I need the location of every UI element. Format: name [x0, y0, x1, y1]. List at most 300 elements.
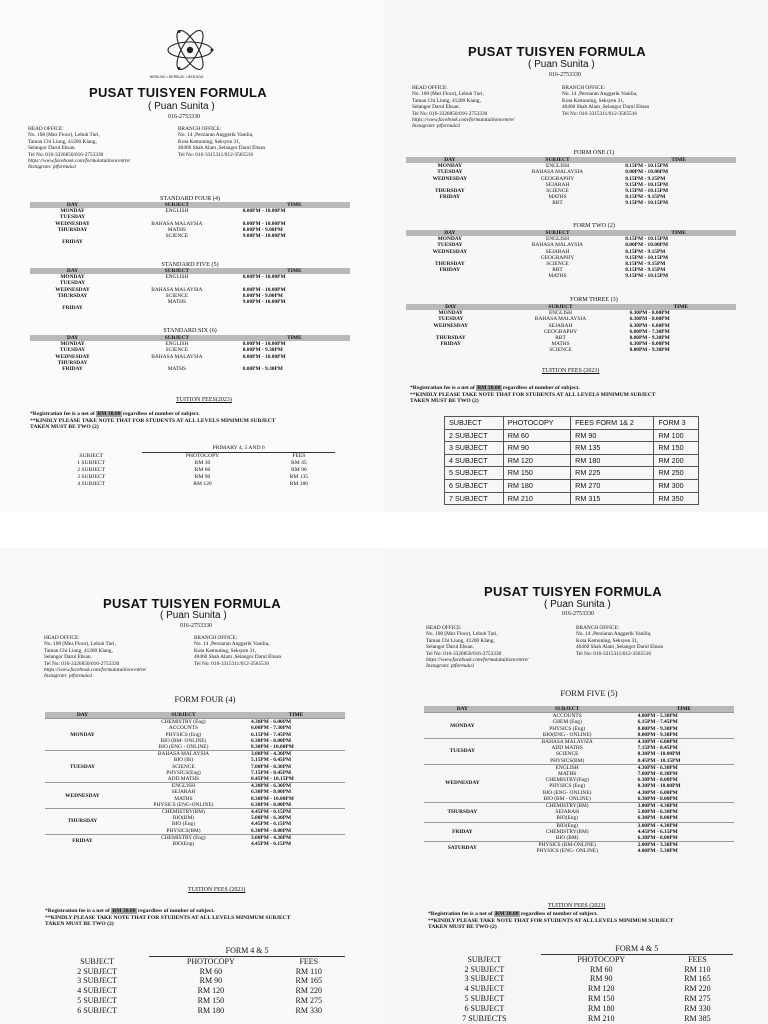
- time-cell: 8.00PM - 9.30PM: [637, 725, 678, 732]
- day-cell: THURSDAY: [45, 809, 120, 835]
- page-title: PUSAT TUISYEN FORMULA: [484, 584, 662, 599]
- subject-cell: BIO (ENG - ONLINE): [158, 744, 209, 751]
- table-row: [45, 719, 345, 726]
- subject-cell: MATHS: [548, 194, 567, 201]
- time-cell: 8.15PM - 9.15PM: [625, 175, 666, 182]
- subject-cell: SEJARAH: [545, 181, 570, 188]
- day-cell: TUESDAY: [59, 347, 86, 354]
- subject-cell: ENGLISH: [545, 163, 569, 170]
- subject-cell: ENGLISH: [548, 310, 573, 317]
- fees-cell: 3 SUBJECT: [445, 442, 504, 455]
- flyer-form-1-3: [384, 0, 768, 512]
- fees-header-cell: SUBJECT: [445, 417, 504, 430]
- day-cell: FRIDAY: [62, 305, 83, 312]
- fees-cell: RM 90: [194, 474, 211, 480]
- time-cell: 5.15PM - 6.45PM: [251, 757, 292, 764]
- fees-cell: RM 220: [684, 984, 711, 994]
- header-time: TIME: [239, 202, 350, 208]
- page-subtitle: ( Puan Sunita ): [160, 610, 227, 621]
- table-row: [45, 1006, 345, 1016]
- table-row: [428, 974, 733, 984]
- table-row: [428, 965, 733, 975]
- fees-heading: TUITION FEES(2023): [176, 397, 232, 403]
- day-cell: MONDAY: [437, 163, 463, 170]
- fees-heading: TUITION FEES (2023): [542, 368, 600, 374]
- subject-cell: SCIENCE: [172, 763, 195, 770]
- day-cell: TUESDAY: [437, 242, 463, 249]
- fees-cell: 4 SUBJECT: [464, 984, 505, 994]
- subject-cell: MATHS: [167, 226, 187, 233]
- day-cell: [406, 347, 495, 353]
- day-cell: THURSDAY: [434, 261, 465, 268]
- day-cell: WEDNESDAY: [55, 286, 90, 293]
- time-cell: 8.45PM - 10.15PM: [637, 757, 681, 764]
- fees-cell: 4 SUBJECT: [445, 454, 504, 467]
- page-subtitle: ( Puan Sunita ): [148, 101, 215, 112]
- fees-cell: RM 210: [588, 1013, 615, 1023]
- time-cell: 8.15PM - 9.15PM: [625, 194, 666, 201]
- time-cell: 8.00PM - 9.00PM: [242, 226, 283, 233]
- table-row: [424, 739, 734, 746]
- time-cell: 4.30PM - 6.00PM: [634, 739, 734, 746]
- fees-cell: RM 180: [588, 1003, 615, 1013]
- table-header-row: [40, 453, 335, 461]
- time-cell: 8.00PM - 10.00PM: [242, 286, 286, 293]
- page-title: PUSAT TUISYEN FORMULA: [103, 596, 281, 611]
- day-cell: MONDAY: [45, 719, 120, 751]
- f3-schedule-table: [406, 304, 736, 354]
- fees-header-cell: SUBJECT: [467, 954, 502, 964]
- subject-cell: ACCOUNTS: [168, 725, 198, 732]
- time-cell: 6.30PM - 8.00PM: [629, 310, 670, 317]
- time-cell: 9.15PM - 10.15PM: [625, 273, 669, 280]
- subject-cell: ENGLISH: [120, 783, 247, 790]
- table-row: [45, 967, 345, 977]
- subject-cell: PHYSICS (BM-ONLINE): [501, 842, 634, 849]
- table-row: [40, 467, 335, 474]
- time-cell: 4.00PM - 5.30PM: [637, 848, 678, 855]
- table-row: [45, 783, 345, 790]
- subject-cell: PHYSICS(BM): [550, 757, 585, 764]
- fees-header-cell: PHOTOCOPY: [503, 417, 570, 430]
- time-cell: 5.00PM - 6.30PM: [637, 809, 678, 816]
- subject-cell: ENGLISH: [165, 274, 189, 281]
- header-time: TIME: [626, 304, 736, 310]
- header-subject: SUBJECT: [501, 706, 634, 713]
- subject-cell: BIO (Bi): [173, 757, 194, 764]
- fees-cell: RM 90: [290, 467, 307, 473]
- fees-cell: RM 180: [571, 454, 654, 467]
- subject-cell: SEJARAH: [548, 322, 573, 329]
- time-cell: 9.15PM - 10.15PM: [625, 254, 669, 261]
- time-cell: 8.00PM - 10.00PM: [242, 208, 286, 215]
- std6-schedule-table: [30, 335, 350, 372]
- page-title: PUSAT TUISYEN FORMULA: [468, 44, 646, 59]
- header-day: DAY: [45, 712, 120, 719]
- time-cell: 9.00PM - 10.00PM: [242, 299, 286, 306]
- fees-cell: RM 45: [290, 460, 307, 466]
- header-day: DAY: [406, 230, 494, 236]
- header-day: DAY: [30, 335, 115, 341]
- table-row: [45, 976, 345, 986]
- day-cell: TUESDAY: [437, 169, 463, 176]
- time-cell: 7.15PM - 8.45PM: [251, 769, 292, 776]
- subject-cell: SCIENCE: [546, 261, 569, 268]
- fees-cell: RM 275: [684, 993, 711, 1003]
- table-header-row: [424, 706, 734, 713]
- time-cell: 4.45PM - 6.15PM: [247, 809, 345, 816]
- subject-cell: BAHASA MALAYSIA: [151, 353, 203, 360]
- time-cell: 8.15PM - 9.15PM: [625, 261, 666, 268]
- table-row: [45, 986, 345, 996]
- header-day: DAY: [424, 706, 501, 713]
- time-cell: 7.00PM - 8.30PM: [637, 771, 678, 778]
- f2-schedule-table: [406, 230, 736, 280]
- time-cell: 6.30PM - 8.00PM: [637, 795, 678, 802]
- day-cell: TUESDAY: [59, 280, 86, 287]
- fees-cell: RM 110: [295, 966, 322, 976]
- day-cell: WEDNESDAY: [432, 175, 468, 182]
- fees-cell: RM 135: [571, 442, 654, 455]
- time-cell: 8.30PM - 10.00PM: [251, 795, 294, 802]
- flyer-primary: [0, 0, 384, 512]
- table-row: [45, 996, 345, 1006]
- table-row: [428, 984, 733, 994]
- time-cell: 9.15PM - 10.15PM: [625, 181, 669, 188]
- time-cell: 2.00PM - 3.30PM: [634, 842, 734, 849]
- header-time: TIME: [239, 268, 350, 274]
- header-time: TIME: [634, 706, 734, 713]
- fees-cell: RM 330: [295, 1005, 322, 1015]
- subject-cell: MATHS: [558, 771, 577, 778]
- f5-title: FORM FIVE (5): [560, 688, 618, 698]
- header-time: TIME: [247, 712, 345, 719]
- time-cell: 6.30PM - 8.00PM: [251, 737, 292, 744]
- header-subject: SUBJECT: [115, 268, 239, 274]
- time-cell: 8.00PM - 10.00PM: [242, 220, 286, 227]
- table-row: [40, 481, 335, 488]
- time-cell: 8.00PM - 9.00PM: [242, 292, 283, 299]
- fees-cell: 3 SUBJECT: [464, 974, 505, 984]
- fees-heading: TUITION FEES (2023): [548, 903, 606, 909]
- subject-cell: BIO(Eng): [172, 841, 195, 848]
- fees-heading: TUITION FEES (2023): [188, 887, 246, 893]
- time-cell: 6.15PM - 7.45PM: [637, 719, 678, 726]
- header-subject: SUBJECT: [495, 304, 625, 310]
- day-cell: TUESDAY: [438, 316, 464, 323]
- fees-cell: RM 210: [503, 492, 570, 505]
- subject-cell: BAHASA MALAYSIA: [531, 169, 584, 176]
- header-subject: SUBJECT: [115, 335, 239, 341]
- time-cell: 6.30PM - 8.00PM: [629, 316, 670, 323]
- time-cell: 3.00PM - 4.30PM: [247, 751, 345, 758]
- branch-office-address: BRANCH OFFICE: No. 14 ,Persiaran Anggerik Vanilia, Kota Kemuning, Seksyen 31, 40460 Shah Alam ,Selangor Darul Ehsan Tel No: 016-3315311/012-3565516: [562, 85, 650, 117]
- header-subject: SUBJECT: [494, 230, 622, 236]
- header-time: TIME: [621, 157, 736, 163]
- blank-cell: [45, 946, 149, 956]
- fees-group-row: [45, 946, 345, 956]
- page-separator: [0, 512, 768, 548]
- fees-header-cell: PHOTOCOPY: [185, 453, 220, 459]
- subject-cell: GEOGRAPHY: [543, 328, 578, 335]
- registration-note: *Registration fee is a net of RM 30.00 regardless of number of subject. **KINDLY PLEASE TAKE NOTE THAT FOR STUDENTS AT ALL LEVELS MINIMUM SUBJECT TAKEN MUST BE TWO (2): [410, 385, 656, 405]
- fees-cell: RM 60: [194, 467, 211, 473]
- table-row: [428, 1004, 733, 1014]
- phone-number: 016-2753330: [549, 72, 581, 78]
- fees-group-header: FORM 4 & 5: [541, 944, 733, 954]
- time-cell: 4.45PM - 6.15PM: [637, 828, 678, 835]
- subject-cell: BAHASA MALAYSIA: [501, 739, 634, 746]
- fees-cell: 2 SUBJECT: [445, 429, 504, 442]
- header-day: DAY: [406, 304, 495, 310]
- time-cell: 6.30PM - 6.00PM: [629, 322, 670, 329]
- fees-cell: RM 150: [654, 442, 699, 455]
- subject-cell: ACCOUNTS: [501, 713, 634, 720]
- time-cell: 4.45PM - 6.15PM: [251, 841, 292, 848]
- day-cell: TUESDAY: [424, 739, 501, 765]
- fees-cell: RM 90: [503, 442, 570, 455]
- subject-cell: ADD MATHS: [167, 776, 200, 783]
- phone-number: 016-2753330: [562, 611, 594, 617]
- subject-cell: ENGLISH: [545, 236, 569, 243]
- subject-cell: BAHASA MALAYSIA: [151, 286, 203, 293]
- table-row: [406, 273, 736, 279]
- table-row: [406, 200, 736, 206]
- time-cell: 9.00PM - 10.00PM: [242, 233, 286, 240]
- subject-cell: CHEMISTRY(BM): [120, 809, 247, 816]
- table-row: [30, 366, 350, 372]
- time-cell: 8.15PM - 9.15PM: [625, 267, 666, 274]
- table-row: [45, 809, 345, 816]
- table-header-row: [428, 954, 733, 964]
- fees-cell: 5 SUBJECT: [464, 993, 505, 1003]
- table-row: [445, 442, 699, 455]
- time-cell: 8.00PM - 9.30PM: [242, 347, 283, 354]
- subject-cell: BIO (ENG- ONLINE): [542, 789, 592, 796]
- std5-title: STANDARD FIVE (5): [161, 261, 219, 268]
- time-cell: 4.30PM - 6.00PM: [247, 719, 345, 726]
- header-day: DAY: [30, 202, 115, 208]
- time-cell: 9.15PM - 10.15PM: [625, 200, 669, 207]
- table-row: [424, 822, 734, 829]
- form4-fees-table: [45, 946, 345, 1016]
- day-cell: WEDNESDAY: [55, 353, 90, 360]
- fees-cell: 6 SUBJECT: [77, 1005, 117, 1015]
- fees-cell: RM 180: [289, 481, 309, 487]
- day-cell: MONDAY: [438, 310, 463, 317]
- table-row: [428, 994, 733, 1004]
- fees-cell: RM 270: [571, 479, 654, 492]
- day-cell: SATURDAY: [424, 842, 501, 855]
- subject-cell: ENGLISH: [501, 764, 634, 771]
- fees-cell: RM 385: [684, 1013, 711, 1023]
- time-cell: 3.00PM - 4.30PM: [634, 822, 734, 829]
- fees-header-cell: FEES: [688, 954, 707, 964]
- day-cell: MONDAY: [60, 341, 85, 348]
- fees-header-cell: FEES FORM 1& 2: [571, 417, 654, 430]
- fees-cell: 3 SUBJECT: [77, 976, 117, 986]
- day-cell: WEDNESDAY: [433, 322, 468, 329]
- day-cell: FRIDAY: [45, 834, 120, 847]
- fees-cell: RM 30: [194, 460, 211, 466]
- time-cell: 6.30PM - 8.00PM: [629, 341, 670, 348]
- header-subject: SUBJECT: [120, 712, 247, 719]
- subject-cell: BIO(Eng): [501, 822, 634, 829]
- std5-schedule-table: [30, 268, 350, 311]
- time-cell: 8.00PM - 9.30PM: [242, 366, 283, 373]
- subject-cell: MATHS: [167, 366, 187, 373]
- phone-number: 016-2753330: [180, 623, 212, 629]
- fees-cell: 4 SUBJECT: [77, 986, 117, 996]
- subject-cell: CHEMISTRY(BM): [545, 828, 589, 835]
- table-header-row: [445, 417, 699, 430]
- f3-title: FORM THREE (3): [570, 296, 618, 303]
- day-cell: FRIDAY: [439, 267, 461, 274]
- fees-cell: RM 120: [197, 986, 225, 996]
- fees-header-cell: SUBJECT: [80, 956, 114, 966]
- time-cell: 8.00PM - 10.00PM: [625, 242, 669, 249]
- f2-title: FORM TWO (2): [573, 222, 615, 229]
- subject-cell: BAHASA MALAYSIA: [534, 316, 587, 323]
- fees-cell: RM 110: [684, 964, 711, 974]
- time-cell: 8.00PM - 10.00PM: [625, 169, 669, 176]
- day-cell: THURSDAY: [57, 226, 88, 233]
- fees-cell: RM 350: [654, 492, 699, 505]
- table-row: [445, 467, 699, 480]
- subject-cell: PHYSICS (ENG- ONLINE): [536, 848, 598, 855]
- branch-office-address: BRANCH OFFICE: No. 14 ,Persiaran Anggerik Vanilia, Kota Kemuning, Seksyen 31, 40460 Shah Alam ,Selangor Darul Ehsan Tel No: 016-3315311/012-3565516: [194, 635, 282, 667]
- time-cell: 8.00PM - 9.30PM: [629, 335, 670, 342]
- time-cell: 8.30PM - 10.00PM: [251, 744, 294, 751]
- secondary-fees-table: [444, 416, 699, 505]
- time-cell: 6.30PM - 8.00PM: [637, 777, 678, 784]
- fees-cell: RM 135: [289, 474, 309, 480]
- subject-cell: ENGLISH: [165, 341, 189, 348]
- fees-cell: RM 60: [503, 429, 570, 442]
- subject-cell: MATHS: [548, 273, 567, 280]
- header-subject: SUBJECT: [115, 202, 239, 208]
- subject-cell: PHYSICS (Eng): [549, 783, 586, 790]
- subject-cell: MATHS: [551, 341, 570, 348]
- table-header-row: [45, 712, 345, 719]
- fees-cell: 4 SUBJECT: [77, 481, 106, 487]
- time-cell: 7.00PM - 8.30PM: [251, 763, 292, 770]
- table-row: [45, 751, 345, 758]
- fees-cell: RM 90: [199, 976, 223, 986]
- time-cell: 8.00PM - 9.30PM: [629, 347, 670, 354]
- subject-cell: SCIENCE: [165, 347, 189, 354]
- day-cell: WEDNESDAY: [45, 783, 120, 809]
- day-cell: TUESDAY: [59, 214, 86, 221]
- subject-cell: PHYSICS (Eng): [165, 731, 202, 738]
- fees-cell: RM 60: [590, 964, 613, 974]
- fees-cell: RM 180: [197, 1005, 225, 1015]
- day-cell: WEDNESDAY: [424, 764, 501, 802]
- subject-cell: BAHASA MALAYSIA: [120, 751, 247, 758]
- time-cell: 8.00PM - 10.00PM: [242, 274, 286, 281]
- day-cell: THURSDAY: [57, 292, 88, 299]
- fees-cell: RM 120: [588, 984, 615, 994]
- day-cell: WEDNESDAY: [55, 220, 90, 227]
- fees-cell: 6 SUBJECT: [464, 1003, 505, 1013]
- time-cell: 5.00PM - 6.30PM: [251, 815, 292, 822]
- time-cell: 6.00PM - 7.30PM: [251, 725, 292, 732]
- day-cell: FRIDAY: [439, 194, 461, 201]
- head-office-address: HEAD OFFICE: No. 108 (Mez Floor), Lebuh Turi, Taman Chi Liung, 41200 Klang, Selangor Darul Ehsan. Tel No: 016-3326850/016-2753330 https://www.facebook.com/formulatuitioncentre/ Instagram: ptformula1: [28, 126, 131, 171]
- subject-cell: PHYSICS (ENG-ONLINE): [153, 801, 214, 808]
- subject-cell: CHEMISTRY (Eng): [120, 834, 247, 841]
- time-cell: 8.45PM - 10.15PM: [251, 776, 294, 783]
- subject-cell: SCIENCE: [549, 347, 572, 354]
- form5-fees-table: [428, 944, 733, 1023]
- header-subject: SUBJECT: [494, 157, 622, 163]
- table-row: [30, 305, 350, 311]
- subject-cell: BIO(ENG - ONLINE): [542, 731, 592, 738]
- subject-cell: ADD MATHS: [551, 745, 583, 752]
- primary-fees-table: [40, 445, 335, 488]
- header-day: DAY: [30, 268, 115, 274]
- fees-header-cell: FEES: [292, 453, 306, 459]
- std4-schedule-table: [30, 202, 350, 245]
- time-cell: 8.30PM - 10.00PM: [637, 783, 681, 790]
- page-subtitle: ( Puan Sunita ): [544, 599, 611, 610]
- subject-cell: BIO(Eng): [556, 815, 578, 822]
- subject-cell: PHYSICS (Eng): [549, 725, 586, 732]
- fees-cell: RM 200: [654, 454, 699, 467]
- table-row: [40, 474, 335, 481]
- f5-schedule-table: [424, 706, 734, 855]
- time-cell: 3.00PM - 4.30PM: [634, 803, 734, 810]
- subject-cell: ENGLISH: [165, 208, 189, 215]
- fees-cell: RM 275: [295, 995, 322, 1005]
- time-cell: 8.00PM - 10.00PM: [242, 341, 286, 348]
- fees-group-row: [428, 944, 733, 954]
- time-cell: 6.15PM - 7.45PM: [251, 731, 292, 738]
- table-row: [45, 834, 345, 841]
- fees-cell: RM 315: [571, 492, 654, 505]
- subject-cell: MATHS: [167, 299, 187, 306]
- time-cell: 8.15PM - 10.15PM: [625, 163, 669, 170]
- fees-cell: RM 165: [295, 976, 322, 986]
- std4-title: STANDARD FOUR (4): [159, 195, 220, 202]
- time-cell: 4.30PM - 6.30PM: [247, 783, 345, 790]
- subject-cell: SEJARAH: [555, 809, 579, 816]
- branch-office-address: BRANCH OFFICE: No. 14 ,Persiaran Anggerik Vanilia, Kota Kemuning, Seksyen 31, 40460 Shah Alam ,Selangor Darul Ehsan Tel No: 016-3315311/012-3565516: [178, 126, 266, 158]
- fees-cell: RM 165: [684, 974, 711, 984]
- fees-cell: RM 150: [197, 995, 225, 1005]
- subject-cell: RBT: [552, 267, 563, 274]
- table-row: [445, 429, 699, 442]
- fees-header-cell: SUBJECT: [79, 452, 103, 459]
- fees-cell: 5 SUBJECT: [445, 467, 504, 480]
- time-cell: 6.30PM - 8.00PM: [637, 815, 678, 822]
- time-cell: 6.30PM - 8.00PM: [251, 801, 292, 808]
- fees-group-header: PRIMARY 4, 5 AND 6: [142, 445, 335, 453]
- subject-cell: SCIENCE: [555, 751, 579, 758]
- header-day: DAY: [406, 157, 494, 163]
- subject-cell: SCIENCE: [165, 292, 189, 299]
- time-cell: 6.30PM - 8.00PM: [251, 827, 292, 834]
- table-row: [40, 460, 335, 467]
- fees-cell: RM 220: [295, 986, 322, 996]
- fees-cell: RM 120: [193, 481, 212, 487]
- time-cell: 7.15PM - 8.45PM: [637, 745, 678, 752]
- fees-cell: RM 300: [654, 479, 699, 492]
- fees-cell: 5 SUBJECT: [77, 995, 117, 1005]
- fees-cell: RM 250: [654, 467, 699, 480]
- time-cell: 4.00PM - 5.30PM: [634, 713, 734, 720]
- table-row: [445, 479, 699, 492]
